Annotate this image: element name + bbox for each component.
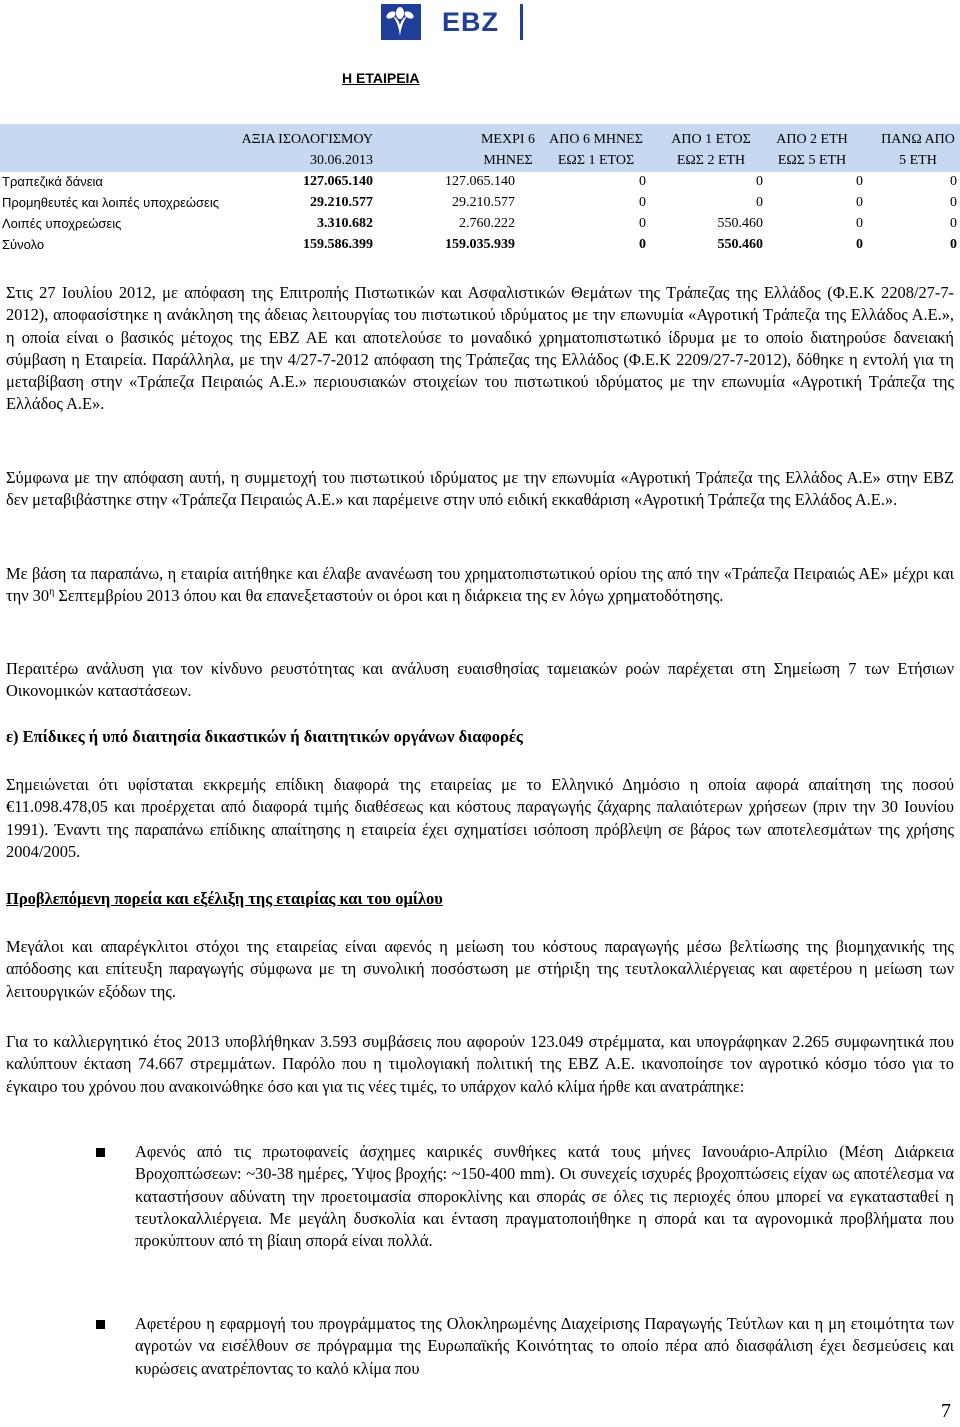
bullet-item-weather: Αφενός από τις πρωτοφανείς άσχημες καιρικές συνθήκες κατά τους μήνες Ιανουάριο-Απρίλιο (Μέση Διάρκεια Βροχοπτώσεων: ~30-38 ημέρες, Ύψος βροχής: ~150-400 mm). Οι συνεχείς ισχυρές βροχοπτώσεις είχαν ως αποτέλεσμα να καταστήσουν αδύνατη την προετοιμασία σποροκλίνης και σποράς σε όλες τις περιοχές όπου μπορεί να εγκατασταθεί η τευτλοκαλλιέργεια. Με μεγάλη δυσκολία και ένταση πραγματοποιήθηκε η σπορά και τα αγρονομικά προβλήματα που προκύπτουν από τη βίαιη σπορά είναι πολλά. bbox=[135, 1142, 954, 1251]
cell-1y-2y: 550.460 bbox=[717, 216, 763, 231]
paragraph-goals: Μεγάλοι και απαρέγκλιτοι στόχοι της εταιρείας είναι αφενός η μείωση του κόστους παραγωγής μέσω βελτίωσης της βιομηχανικής της απόδοσης και επίτευξη παραγωγής σύμφωνα με τη συνολική ποσόστωση με στήριξη της τευτλοκαλλιέργειας και αφετέρου η μείωση των λειτουργικών εξόδων της. bbox=[6, 937, 954, 1001]
cell-over-5y: 0 bbox=[950, 216, 957, 231]
cell-6m-1y: 0 bbox=[639, 174, 646, 189]
bullet-square-icon bbox=[96, 1148, 105, 1157]
paragraph-liquidity-note: Περαιτέρω ανάλυση για τον κίνδυνο ρευστότητας και ανάλυση ευαισθησίας ταμειακών ροών παρέχεται στη Σημείωση 7 των Ετήσιων Οικονομικών καταστάσεων. bbox=[6, 659, 954, 701]
paragraph-license-revocation: Στις 27 Ιουλίου 2012, με απόφαση της Επιτροπής Πιστωτικών και Ασφαλιστικών Θεμάτων της Τράπεζας της Ελλάδος (Φ.Ε.Κ 2208/27-7-2012), αποφασίστηκε η ανάκληση της άδειας λειτουργίας του πιστωτικού ιδρύματος με την επωνυμία «Αγροτική Τράπεζα της Ελλάδος Α.Ε.», η οποία είναι ο βασικός μέτοχος της ΕΒΖ ΑΕ και αποτελούσε το μοναδικό χρηματοπιστωτικό ίδρυμα με το οποίο διατηρούσε δανειακή σύμβαση η Εταιρεία. Παράλληλα, με την 4/27-7-2012 απόφαση της Τράπεζας της Ελλάδος (Φ.Ε.Κ 2209/27-7-2012), δόθηκε η εντολή για τη μεταβίβαση στην «Τράπεζα Πειραιώς Α.Ε.» περιουσιακών στοιχείων του πιστωτικού ιδρύματος με την επωνυμία «Αγροτική Τράπεζα της Ελλάδος Α.Ε». bbox=[6, 283, 954, 414]
row-label: Προμηθευτές και λοιπές υποχρεώσεις bbox=[2, 195, 220, 210]
cell-over-5y: 0 bbox=[950, 195, 957, 210]
paragraph-participation: Σύμφωνα με την απόφαση αυτή, η συμμετοχή του πιστωτικού ιδρύματος με την επωνυμία «Αγροτική Τράπεζα της Ελλάδος Α.Ε» στην ΕΒΖ δεν μεταβιβάστηκε στην «Τράπεζα Πειραιώς Α.Ε.» και παρέμεινε στην υπό ειδική εκκαθάριση «Αγροτική Τράπεζα της Ελλάδος Α.Ε.». bbox=[6, 468, 954, 510]
flower-logo-icon bbox=[381, 4, 419, 40]
cell-1y-2y: 550.460 bbox=[717, 237, 763, 252]
cell-balance: 159.586.399 bbox=[303, 237, 373, 252]
table-row bbox=[0, 215, 960, 236]
cell-1y-2y: 0 bbox=[756, 174, 763, 189]
table-row-total bbox=[0, 236, 960, 257]
page-number: 7 bbox=[941, 1400, 951, 1422]
cell-2y-5y: 0 bbox=[856, 195, 863, 210]
paragraph-contracts: Για το καλλιεργητικό έτος 2013 υποβλήθηκαν 3.593 συμβάσεις που αφορούν 123.049 στρέμματα, και υπογράφηκαν 2.265 συμφωνητικά που καλύπτουν έκταση 74.667 στρεμμάτων. Παρόλο που η τιμολογιακή πολιτική της ΕΒΖ Α.Ε. ικανοποίησε τον αγροτικό κόσμο τόσο για το έγκαιρο του χρόνου που ανακοινώθηκε όσο και για τις νέες τιμές, το υπάρχον καλό κλίμα ήρθε και ανατράπηκε: bbox=[6, 1032, 954, 1096]
cell-2y-5y: 0 bbox=[856, 174, 863, 189]
paragraph-litigation: Σημειώνεται ότι υφίσταται εκκρεμής επίδικη διαφορά της εταιρείας με το Ελληνικό Δημόσιο η οποία αφορά απαίτηση της ποσού €11.098.478,05 και προέρχεται από διαφορά τιμής διαθέσεως και κόστους παραγωγής ζάχαρης παλαιότερων χρήσεων (πριν την 30 Ιουνίου 1991). Έναντι της παραπάνω επίδικης απαίτησης η εταιρεία έχει σχηματίσει ισόποση πρόβλεψη σε βάρος των αποτελεσμάτων της χρήσης 2004/2005. bbox=[6, 775, 954, 861]
cell-2y-5y: 0 bbox=[856, 216, 863, 231]
cell-up-to-6m: 159.035.939 bbox=[445, 237, 515, 252]
section-title: Η ΕΤΑΙΡΕΙΑ bbox=[342, 70, 420, 86]
cell-6m-1y: 0 bbox=[639, 237, 646, 252]
cell-6m-1y: 0 bbox=[639, 195, 646, 210]
cell-balance: 127.065.140 bbox=[303, 174, 373, 189]
bullet-item-integrated-management: Αφετέρου η εφαρμογή του προγράμματος της Ολοκληρωμένης Διαχείρισης Παραγωγής Τεύτλων και η μη ετοιμότητα των αγροτών να εισέλθουν σε πρόγραμμα της Ευρωπαϊκής Κοινότητας το οποίο πέρα από διασφάλιση έχει δεσμεύσεις και κυρώσεις ανατρέποντας το καλό κλίμα που bbox=[135, 1314, 954, 1378]
cell-balance: 29.210.577 bbox=[310, 195, 373, 210]
bullet-square-icon bbox=[96, 1320, 105, 1329]
ebz-logo bbox=[381, 4, 523, 40]
cell-6m-1y: 0 bbox=[639, 216, 646, 231]
cell-over-5y: 0 bbox=[950, 237, 957, 252]
cell-up-to-6m: 29.210.577 bbox=[452, 195, 515, 210]
row-label: Σύνολο bbox=[2, 237, 45, 252]
table-row bbox=[0, 173, 960, 194]
cell-up-to-6m: 127.065.140 bbox=[445, 174, 515, 189]
paragraph-credit-limit: Με βάση τα παραπάνω, η εταιρία αιτήθηκε και έλαβε ανανέωση του χρηματοπιστωτικού ορίου της από την «Τράπεζα Πειραιώς ΑΕ» μέχρι και την $30^\eta$ Σεπτεμβρίου 2013 όπου και θα επανεξεταστούν οι όροι και η διάρκεια της εν λόγω χρηματοδότησης. bbox=[6, 564, 954, 606]
cell-over-5y: 0 bbox=[950, 174, 957, 189]
row-label: Λοιπές υποχρεώσεις bbox=[2, 216, 122, 231]
logo-text: EBZ bbox=[421, 4, 520, 40]
heading-outlook: Προβλεπόμενη πορεία και εξέλιξη της εταιρίας και του ομίλου bbox=[6, 889, 443, 908]
header-balance-value: ΑΞΙΑ ΙΣΟΛΟΓΙΣΜΟΥ 30.06.2013 bbox=[241, 132, 373, 168]
cell-2y-5y: 0 bbox=[856, 237, 863, 252]
cell-up-to-6m: 2.760.222 bbox=[459, 216, 515, 231]
table-row bbox=[0, 194, 960, 215]
row-label: Τραπεζικά δάνεια bbox=[2, 174, 103, 189]
cell-1y-2y: 0 bbox=[756, 195, 763, 210]
maturity-table-header: ΑΞΙΑ ΙΣΟΛΟΓΙΣΜΟΥ 30.06.2013 ΜΕΧΡΙ 6 ΜΗΝΕΣ ΑΠΟ 6 ΜΗΝΕΣ ΕΩΣ 1 ΕΤΟΣ ΑΠΟ 1 ΕΤΟΣ ΕΩΣ 2 ΕΤΗ ΑΠΟ 2 ΕΤΗ ΕΩΣ 5 ΕΤΗ ΠΑΝΩ ΑΠΟ 5 ΕΤΗ bbox=[0, 124, 960, 172]
cell-balance: 3.310.682 bbox=[317, 216, 373, 231]
heading-litigation: ε) Επίδικες ή υπό διαιτησία δικαστικών ή διαιτητικών οργάνων διαφορές bbox=[6, 727, 523, 746]
